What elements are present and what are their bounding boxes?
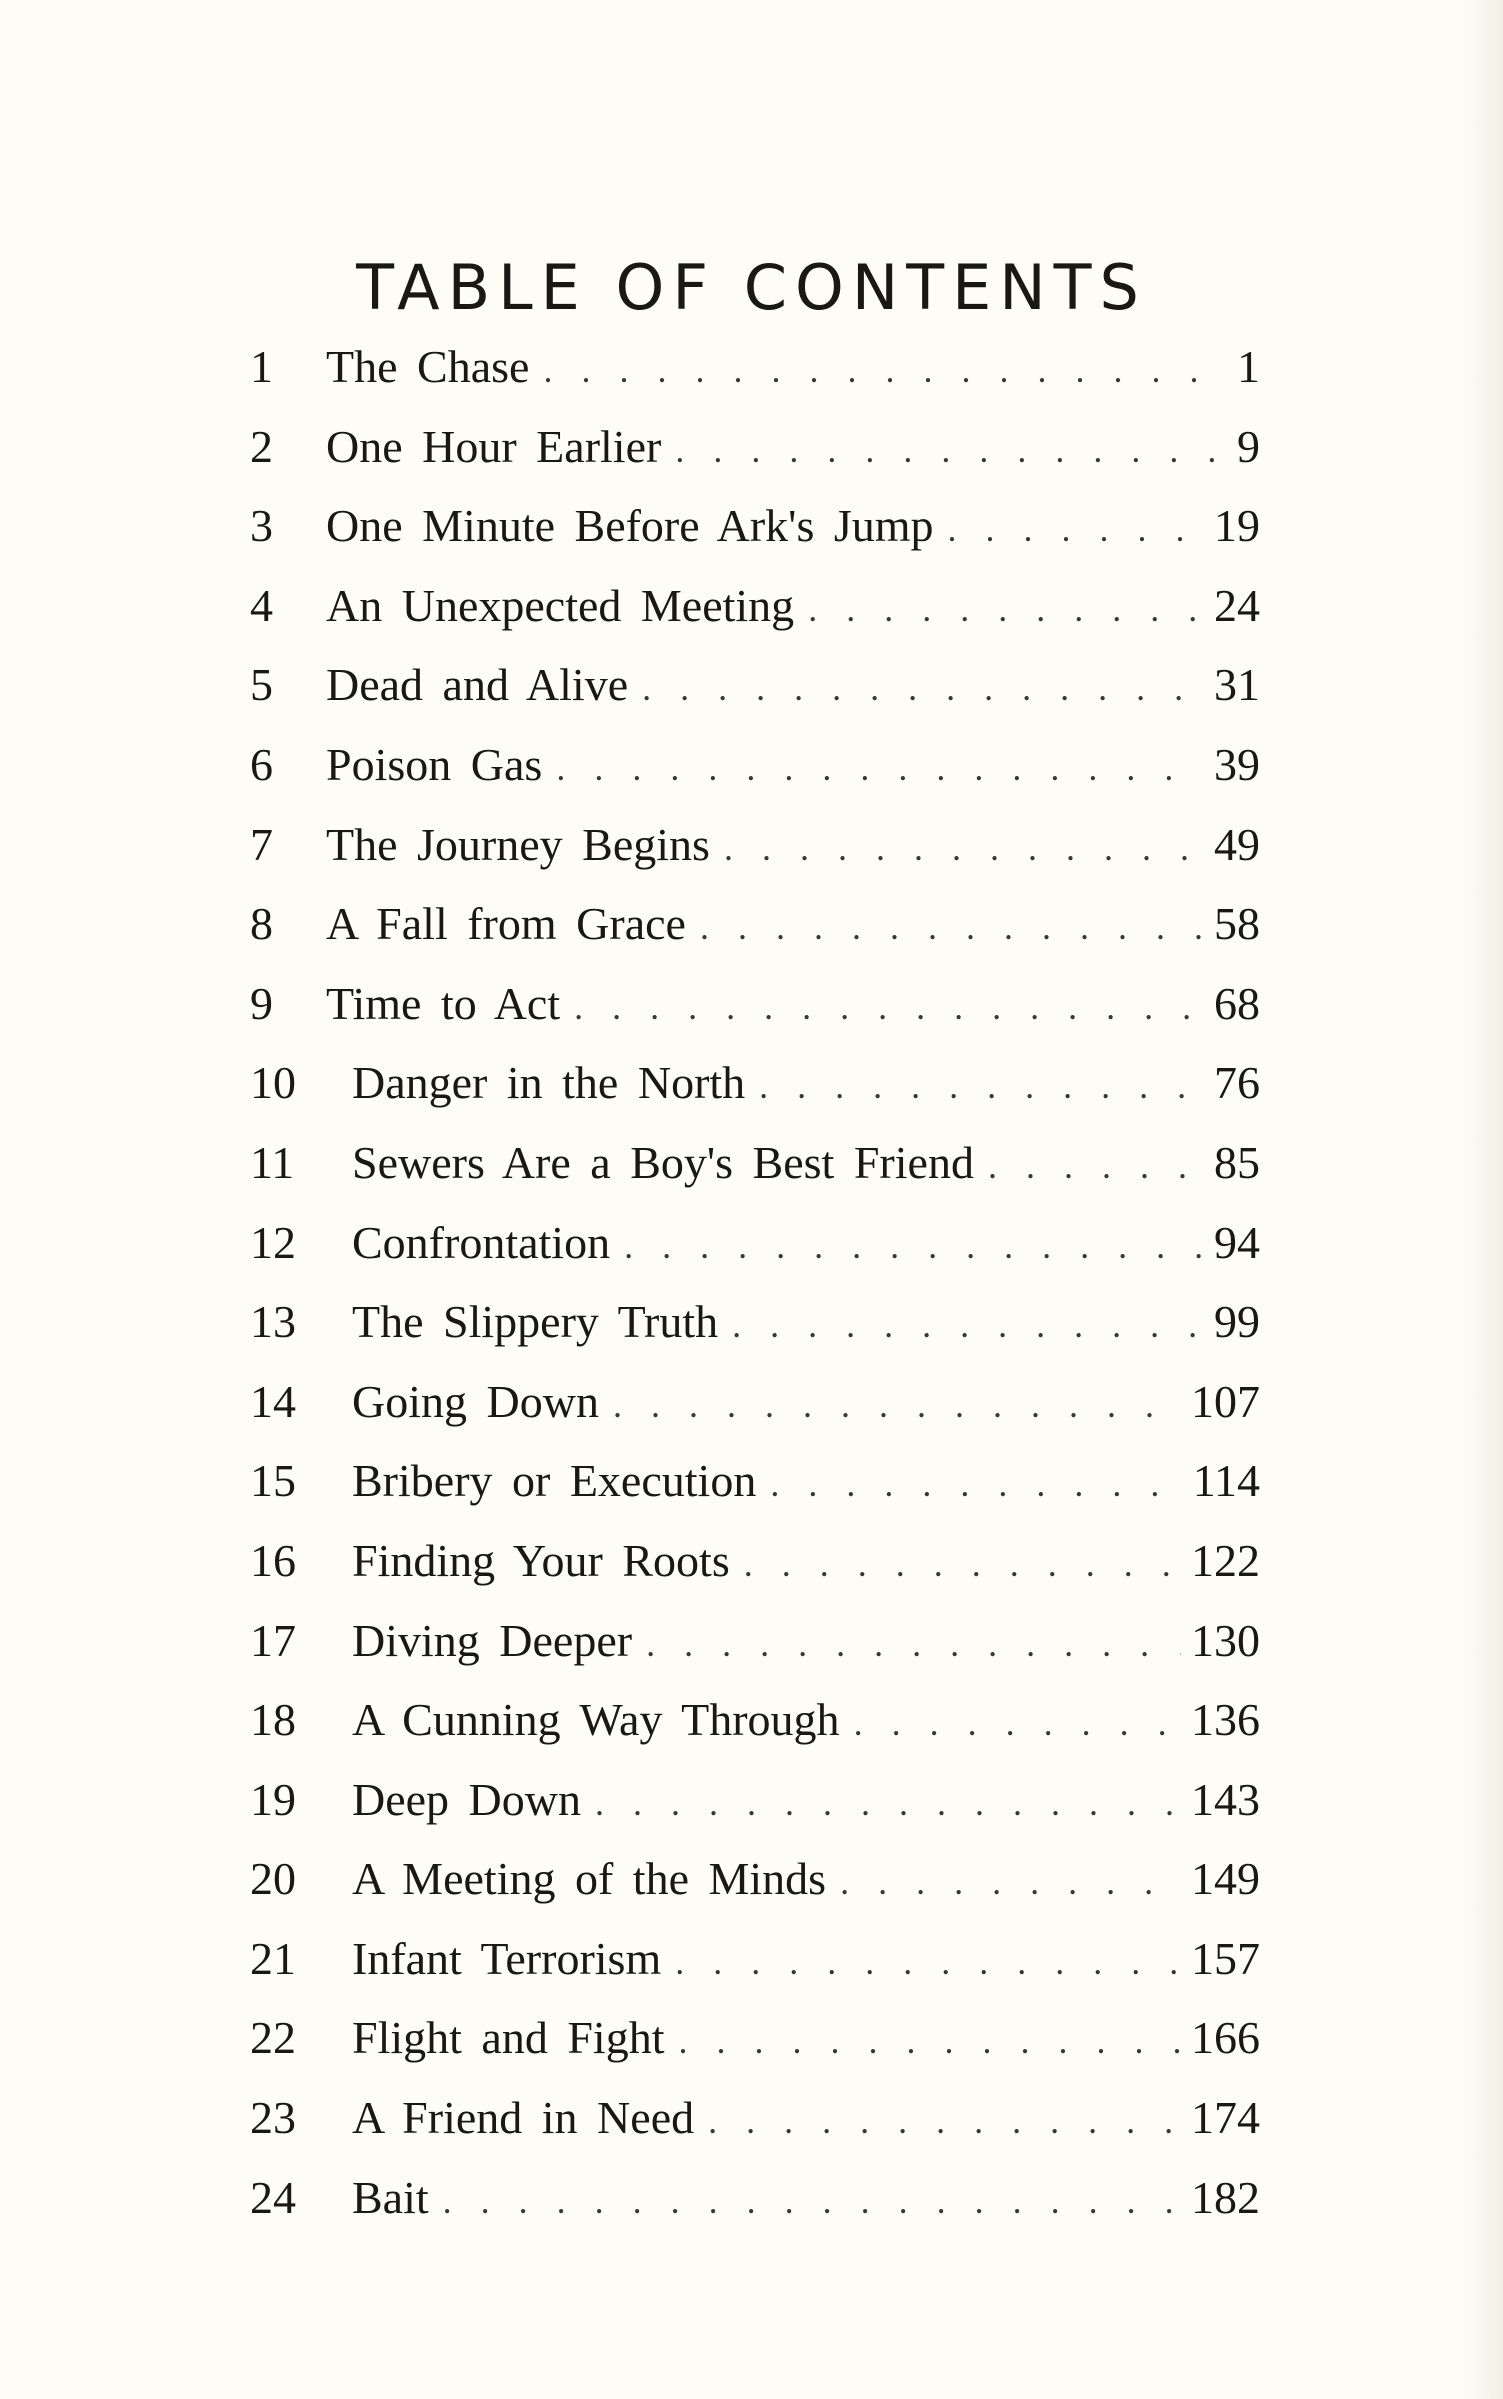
toc-entry	[250, 658, 1260, 738]
page-number: 24	[1214, 579, 1260, 631]
page-number: 85	[1214, 1136, 1260, 1188]
chapter-title: Poison Gas	[326, 738, 543, 790]
toc-entry	[250, 1534, 1260, 1614]
toc-entry	[250, 1454, 1260, 1534]
toc-entry	[250, 1693, 1260, 1773]
chapter-number: 24	[250, 2171, 296, 2223]
page-number: 39	[1214, 738, 1260, 790]
chapter-title: Flight and Fight	[352, 2012, 665, 2064]
dot-leader	[948, 508, 1204, 550]
chapter-number: 4	[250, 579, 273, 631]
chapter-title: The Slippery Truth	[352, 1296, 719, 1348]
toc-entry	[250, 1614, 1260, 1694]
chapter-title: The Journey Begins	[326, 818, 710, 870]
toc-entry	[250, 340, 1260, 420]
chapter-number: 12	[250, 1216, 296, 1268]
toc-entry	[250, 1852, 1260, 1932]
page-number: 99	[1214, 1296, 1260, 1348]
dot-leader	[808, 588, 1204, 630]
chapter-title: Diving Deeper	[352, 1614, 633, 1666]
page-number: 31	[1214, 659, 1260, 711]
chapter-title: Finding Your Roots	[352, 1534, 730, 1586]
chapter-title: Bait	[352, 2171, 429, 2223]
toc-entry	[250, 2091, 1260, 2171]
toc-entry	[250, 1216, 1260, 1296]
toc-entry	[250, 1295, 1260, 1375]
page-title: TABLE OF CONTENTS	[356, 250, 1147, 324]
page-number: 1	[1237, 341, 1260, 392]
chapter-number: 2	[250, 420, 273, 472]
chapter-number: 10	[250, 1057, 296, 1109]
chapter-title: Going Down	[352, 1375, 599, 1427]
page-number: 76	[1214, 1057, 1260, 1109]
chapter-title: A Fall from Grace	[326, 898, 686, 950]
dot-leader	[613, 1384, 1181, 1426]
toc-entry	[250, 818, 1260, 898]
toc-entry	[250, 1136, 1260, 1216]
dot-leader	[443, 2180, 1181, 2222]
chapter-number: 17	[250, 1614, 296, 1666]
chapter-title: Sewers Are a Boy's Best Friend	[352, 1136, 974, 1188]
chapter-title: One Minute Before Ark's Jump	[326, 500, 934, 552]
chapter-title: Deep Down	[352, 1773, 581, 1825]
chapter-number: 9	[250, 977, 273, 1029]
chapter-number: 14	[250, 1375, 296, 1427]
chapter-number: 1	[250, 341, 273, 392]
toc-entry	[250, 1375, 1260, 1455]
toc-entry	[250, 499, 1260, 579]
toc-entry	[250, 420, 1260, 500]
chapter-number: 5	[250, 659, 273, 711]
chapter-number: 13	[250, 1296, 296, 1348]
page-number: 58	[1214, 898, 1260, 950]
chapter-title: A Meeting of the Minds	[352, 1853, 827, 1905]
page-number: 122	[1191, 1534, 1260, 1586]
page-number: 49	[1214, 818, 1260, 870]
toc-entry	[250, 1056, 1260, 1136]
chapter-number: 3	[250, 500, 273, 552]
dot-leader	[700, 906, 1204, 948]
page-number: 130	[1191, 1614, 1260, 1666]
chapter-title: Confrontation	[352, 1216, 611, 1268]
dot-leader	[624, 1225, 1204, 1267]
chapter-number: 8	[250, 898, 273, 950]
dot-leader	[744, 1543, 1181, 1585]
dot-leader	[840, 1861, 1181, 1903]
dot-leader	[988, 1145, 1204, 1187]
chapter-number: 6	[250, 738, 273, 790]
dot-leader	[675, 429, 1227, 471]
dot-leader	[759, 1065, 1204, 1107]
toc-entry	[250, 738, 1260, 818]
dot-leader	[732, 1304, 1204, 1346]
toc-entry	[250, 579, 1260, 659]
chapter-title: Infant Terrorism	[352, 1932, 662, 1984]
chapter-number: 22	[250, 2012, 296, 2064]
dot-leader	[646, 1623, 1181, 1665]
chapter-number: 15	[250, 1455, 296, 1507]
toc-entry	[250, 2171, 1260, 2251]
chapter-number: 19	[250, 1773, 296, 1825]
page-number: 182	[1191, 2171, 1260, 2223]
page-number: 143	[1191, 1773, 1260, 1825]
dot-leader	[556, 747, 1204, 789]
page-number: 174	[1191, 2092, 1260, 2144]
chapter-title: Dead and Alive	[326, 659, 629, 711]
dot-leader	[574, 986, 1204, 1028]
chapter-number: 11	[250, 1136, 295, 1188]
page-edge-shadow	[1463, 0, 1503, 2399]
page-number: 157	[1191, 1932, 1260, 1984]
chapter-number: 18	[250, 1694, 296, 1746]
toc-entry	[250, 977, 1260, 1057]
page-number: 149	[1191, 1853, 1260, 1905]
dot-leader	[854, 1702, 1181, 1744]
chapter-number: 20	[250, 1853, 296, 1905]
dot-leader	[675, 1941, 1181, 1983]
toc-entry	[250, 1932, 1260, 2012]
chapter-title: Danger in the North	[352, 1057, 746, 1109]
chapter-number: 7	[250, 818, 273, 870]
toc-entry	[250, 2011, 1260, 2091]
table-of-contents-list	[250, 340, 1260, 2250]
dot-leader	[543, 349, 1227, 391]
toc-entry	[250, 897, 1260, 977]
chapter-title: A Friend in Need	[352, 2092, 695, 2144]
chapter-title: One Hour Earlier	[326, 420, 662, 472]
page-number: 107	[1191, 1375, 1260, 1427]
page-number: 166	[1191, 2012, 1260, 2064]
page-number: 19	[1214, 500, 1260, 552]
chapter-title: A Cunning Way Through	[352, 1694, 840, 1746]
dot-leader	[678, 2020, 1181, 2062]
dot-leader	[642, 667, 1204, 709]
chapter-title: An Unexpected Meeting	[326, 579, 795, 631]
page-number: 136	[1191, 1694, 1260, 1746]
page-number: 68	[1214, 977, 1260, 1029]
dot-leader	[708, 2100, 1181, 2142]
page-number: 114	[1192, 1455, 1260, 1507]
page-number: 9	[1237, 420, 1260, 472]
toc-entry	[250, 1773, 1260, 1853]
chapter-title: Time to Act	[326, 977, 561, 1029]
chapter-title: The Chase	[326, 341, 530, 392]
dot-leader	[770, 1463, 1182, 1505]
chapter-number: 16	[250, 1534, 296, 1586]
chapter-number: 21	[250, 1932, 296, 1984]
chapter-number: 23	[250, 2092, 296, 2144]
dot-leader	[595, 1782, 1181, 1824]
chapter-title: Bribery or Execution	[352, 1455, 757, 1507]
page-number: 94	[1214, 1216, 1260, 1268]
dot-leader	[724, 827, 1204, 869]
